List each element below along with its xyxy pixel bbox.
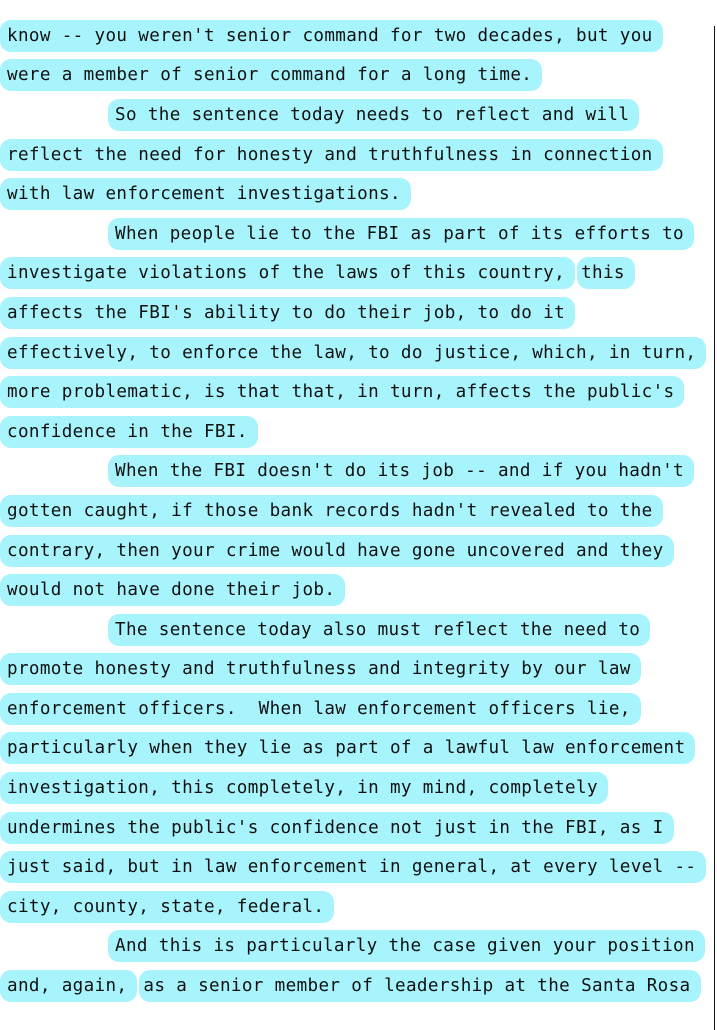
highlighted-text-segment[interactable]: were a member of senior command for a long time.: [0, 59, 542, 91]
highlighted-text-segment[interactable]: just said, but in law enforcement in general, at every level --: [0, 851, 706, 883]
transcript-line: [0, 610, 712, 650]
transcript-line: [0, 452, 712, 492]
highlighted-text-segment[interactable]: with law enforcement investigations.: [0, 178, 411, 210]
transcript-line: [0, 966, 712, 1006]
transcript-line: [0, 214, 712, 254]
transcript-line: [0, 570, 712, 610]
highlighted-text-segment[interactable]: confidence in the FBI.: [0, 416, 258, 448]
transcript-line: [0, 174, 712, 214]
transcript-line: [0, 887, 712, 927]
highlighted-text-segment[interactable]: When the FBI doesn't do its job -- and if you hadn't: [108, 455, 694, 487]
transcript-line: [0, 16, 712, 56]
transcript-line: [0, 412, 712, 452]
highlighted-text-segment[interactable]: So the sentence today needs to reflect and will: [108, 99, 639, 131]
highlighted-text-segment[interactable]: as a senior member of leadership at the Santa Rosa: [139, 970, 700, 1002]
highlighted-text-segment[interactable]: know -- you weren't senior command for two decades, but you: [0, 20, 663, 52]
transcript-line: [0, 135, 712, 175]
highlighted-text-segment[interactable]: would not have done their job.: [0, 574, 345, 606]
highlighted-text-segment[interactable]: investigation, this completely, in my mind, completely: [0, 772, 608, 804]
highlighted-text-segment[interactable]: effectively, to enforce the law, to do justice, which, in turn,: [0, 337, 706, 369]
transcript-line: [0, 491, 712, 531]
highlighted-text-segment[interactable]: particularly when they lie as part of a lawful law enforcement: [0, 732, 695, 764]
highlighted-text-segment[interactable]: this: [577, 257, 635, 289]
transcript-line: [0, 531, 712, 571]
highlighted-text-segment[interactable]: gotten caught, if those bank records hadn't revealed to the: [0, 495, 663, 527]
highlighted-text-segment[interactable]: investigate violations of the laws of this country,: [0, 257, 575, 289]
highlighted-text-segment[interactable]: reflect the need for honesty and truthfulness in connection: [0, 139, 663, 171]
transcript-line: [0, 650, 712, 690]
transcript-line: [0, 927, 712, 967]
highlighted-text-segment[interactable]: The sentence today also must reflect the need to: [108, 614, 650, 646]
highlighted-text-segment[interactable]: and, again,: [0, 970, 137, 1002]
highlighted-text-segment[interactable]: enforcement officers. When law enforcement officers lie,: [0, 693, 641, 725]
highlighted-text-segment[interactable]: When people lie to the FBI as part of its efforts to: [108, 218, 694, 250]
transcript-line: [0, 729, 712, 769]
transcript-line: [0, 847, 712, 887]
transcript-body: [0, 16, 712, 1006]
transcript-line: [0, 808, 712, 848]
transcript-line: [0, 254, 712, 294]
transcript-line: [0, 56, 712, 96]
highlighted-text-segment[interactable]: contrary, then your crime would have gone uncovered and they: [0, 535, 674, 567]
highlighted-text-segment[interactable]: promote honesty and truthfulness and integrity by our law: [0, 653, 641, 685]
transcript-line: [0, 372, 712, 412]
page-right-rule: [714, 26, 715, 1030]
transcript-line: [0, 95, 712, 135]
transcript-line: [0, 768, 712, 808]
transcript-line: [0, 293, 712, 333]
transcript-line: [0, 689, 712, 729]
highlighted-text-segment[interactable]: affects the FBI's ability to do their job, to do it: [0, 297, 575, 329]
highlighted-text-segment[interactable]: And this is particularly the case given your position: [108, 930, 705, 962]
highlighted-text-segment[interactable]: city, county, state, federal.: [0, 891, 334, 923]
transcript-line: [0, 333, 712, 373]
highlighted-text-segment[interactable]: more problematic, is that that, in turn, affects the public's: [0, 376, 684, 408]
highlighted-text-segment[interactable]: undermines the public's confidence not just in the FBI, as I: [0, 812, 674, 844]
